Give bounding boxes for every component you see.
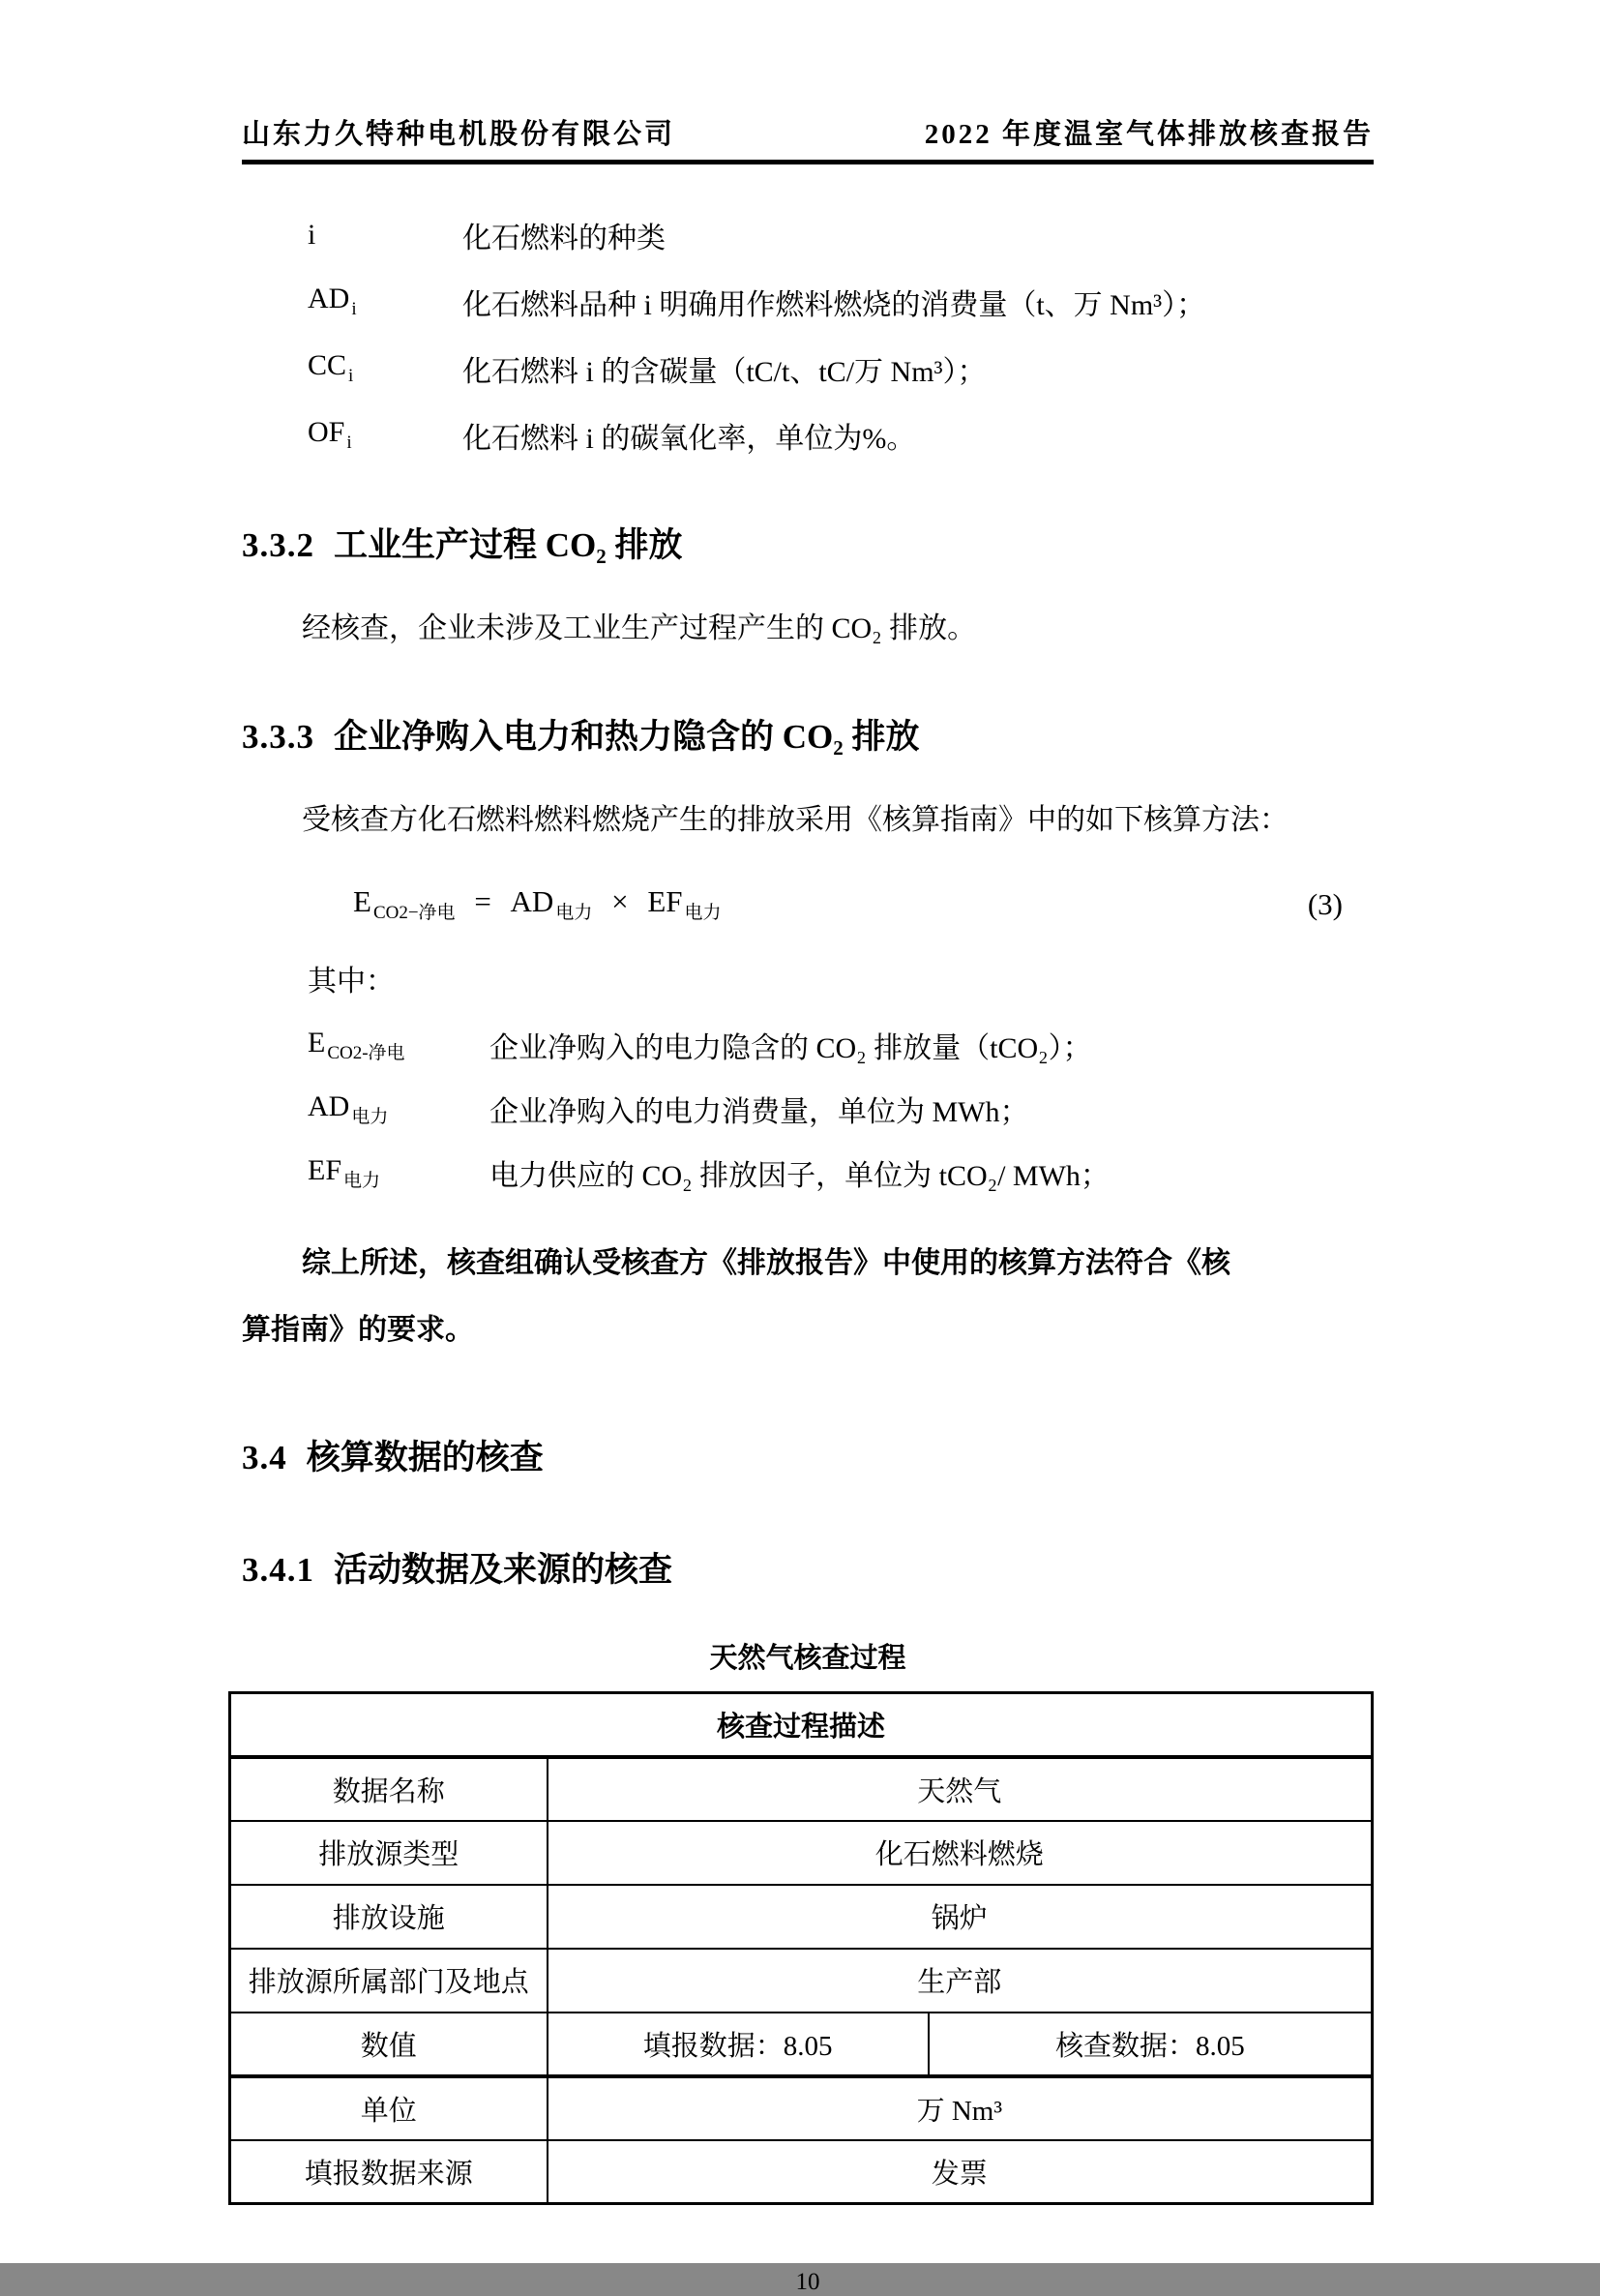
symbol-i: i: [308, 218, 316, 251]
subscript: CO2−净电: [372, 903, 456, 923]
conclusion-line-2: 算指南》的要求。: [242, 1314, 474, 1346]
section-title: 活动数据及来源的核查: [334, 1551, 673, 1589]
subscript: i: [351, 299, 357, 319]
definition-row-e-co2: [242, 1013, 1374, 1077]
table-row: [230, 2076, 1373, 2140]
definition-row-cc: [242, 335, 1374, 402]
equation-number: (3): [1307, 886, 1343, 921]
symbol-i-description: 化石燃料的种类: [462, 222, 666, 254]
row-value: 发票: [548, 2140, 1373, 2204]
paragraph-3-3-3: 受核查方化石燃料燃料燃烧产生的排放采用《核算指南》中的如下核算方法：: [302, 804, 1289, 836]
page-body: [242, 201, 1374, 2296]
symbol-definition-list-2: [242, 1013, 1374, 1205]
page-number: 10: [795, 2269, 820, 2295]
row-label: 单位: [230, 2076, 548, 2140]
section-heading-3-4-1: [242, 1543, 1374, 1592]
row-label: 数值: [230, 2013, 548, 2076]
row-label: 数据名称: [230, 1757, 548, 1821]
formula-expression: [353, 884, 722, 924]
row-value: 天然气: [548, 1757, 1373, 1821]
subscript: i: [346, 432, 352, 453]
page-header: [242, 0, 1374, 164]
symbol-ad-power: AD $_{电力}$: [308, 1089, 389, 1127]
table-row: [230, 1757, 1373, 1821]
definition-row-ad-power: [242, 1077, 1374, 1141]
section-title: 核算数据的核查: [306, 1439, 544, 1476]
table-header-row: [230, 1693, 1373, 1757]
table-row: [230, 1821, 1373, 1885]
among-label: 其中：: [308, 966, 395, 998]
row-value: 生产部: [548, 1949, 1373, 2013]
section-heading-3-3-3: [242, 710, 1374, 759]
header-company-name: 山东力久特种电机股份有限公司: [242, 119, 676, 150]
symbol-e-co2-description: 企业净购入的电力隐含的 CO₂ 排放量（tCO₂）；: [489, 1032, 1092, 1064]
subscript: 电力: [351, 1106, 389, 1127]
section-title: 工业生产过程 CO₂ 排放: [334, 526, 683, 564]
table-row-value-split: [230, 2013, 1373, 2076]
subscript: 电力: [684, 903, 722, 923]
section-number: 3.3.2: [242, 526, 314, 564]
section-title: 企业净购入电力和热力隐含的 CO₂ 排放: [334, 718, 920, 756]
symbol-e-co2: E $_{CO2-净电}$: [308, 1026, 405, 1063]
row-value: 锅炉: [548, 1885, 1373, 1949]
symbol-ad: AD $_i$: [308, 283, 357, 319]
equals-sign: =: [474, 884, 491, 918]
conclusion-paragraph: [242, 1230, 1374, 1363]
formula-term-ad: AD $_{电力}$: [510, 884, 593, 923]
section-number: 3.3.3: [242, 718, 314, 756]
definition-row-ad: [242, 268, 1374, 335]
row-value: 万 Nm³: [548, 2076, 1373, 2140]
header-report-title: 2022 年度温室气体排放核查报告: [924, 119, 1374, 150]
row-label: 排放设施: [230, 1885, 548, 1949]
section-number: 3.4: [242, 1439, 287, 1476]
section-heading-3-4: [242, 1431, 1374, 1479]
subscript: 电力: [343, 1170, 381, 1191]
reported-value: 填报数据：8.05: [548, 2013, 929, 2076]
symbol-cc: CC $_i$: [308, 349, 354, 386]
table-row: [230, 1949, 1373, 2013]
section-heading-3-3-2: [242, 519, 1374, 567]
symbol-definition-list-1: [242, 201, 1374, 468]
symbol-of: OF $_i$: [308, 416, 352, 453]
row-label: 排放源所属部门及地点: [230, 1949, 548, 2013]
table-title: 天然气核查过程: [709, 1643, 906, 1674]
formula-lhs: E $_{CO2-净电}$: [353, 884, 456, 923]
multiply-sign: ×: [611, 884, 629, 918]
emission-formula: [242, 884, 1374, 924]
row-label: 填报数据来源: [230, 2140, 548, 2204]
subscript: i: [348, 366, 354, 386]
formula-term-ef: EF $_{电力}$: [647, 884, 722, 923]
verified-value: 核查数据：8.05: [929, 2013, 1373, 2076]
conclusion-line-1: 综上所述，核查组确认受核查方《排放报告》中使用的核算方法符合《核: [302, 1247, 1230, 1279]
definition-row-ef-power: [242, 1141, 1374, 1205]
paragraph-3-3-2: 经核查，企业未涉及工业生产过程产生的 CO₂ 排放。: [302, 612, 977, 644]
symbol-cc-description: 化石燃料 i 的含碳量（tC/t、tC/万 Nm³）；: [462, 355, 987, 388]
symbol-ef-power-description: 电力供应的 CO₂ 排放因子，单位为 tCO₂/ MWh；: [489, 1160, 1110, 1192]
symbol-ef-power: EF $_{电力}$: [308, 1153, 381, 1191]
table-row: [230, 2140, 1373, 2204]
definition-row-i: [242, 201, 1374, 268]
row-label: 排放源类型: [230, 1821, 548, 1885]
symbol-of-description: 化石燃料 i 的碳氧化率，单位为%。: [462, 422, 916, 455]
table-row: [230, 1885, 1373, 1949]
symbol-ad-power-description: 企业净购入的电力消费量，单位为 MWh；: [489, 1096, 1029, 1128]
row-value: 化石燃料燃烧: [548, 1821, 1373, 1885]
definition-row-of: [242, 402, 1374, 468]
natural-gas-verification-table: [228, 1691, 1374, 2205]
symbol-ad-description: 化石燃料品种 i 明确用作燃料燃烧的消费量（t、万 Nm³）；: [462, 288, 1206, 321]
subscript: CO2-净电: [327, 1042, 405, 1063]
section-number: 3.4.1: [242, 1551, 314, 1589]
subscript: 电力: [555, 903, 593, 923]
table-header-cell: 核查过程描述: [230, 1693, 1373, 1757]
